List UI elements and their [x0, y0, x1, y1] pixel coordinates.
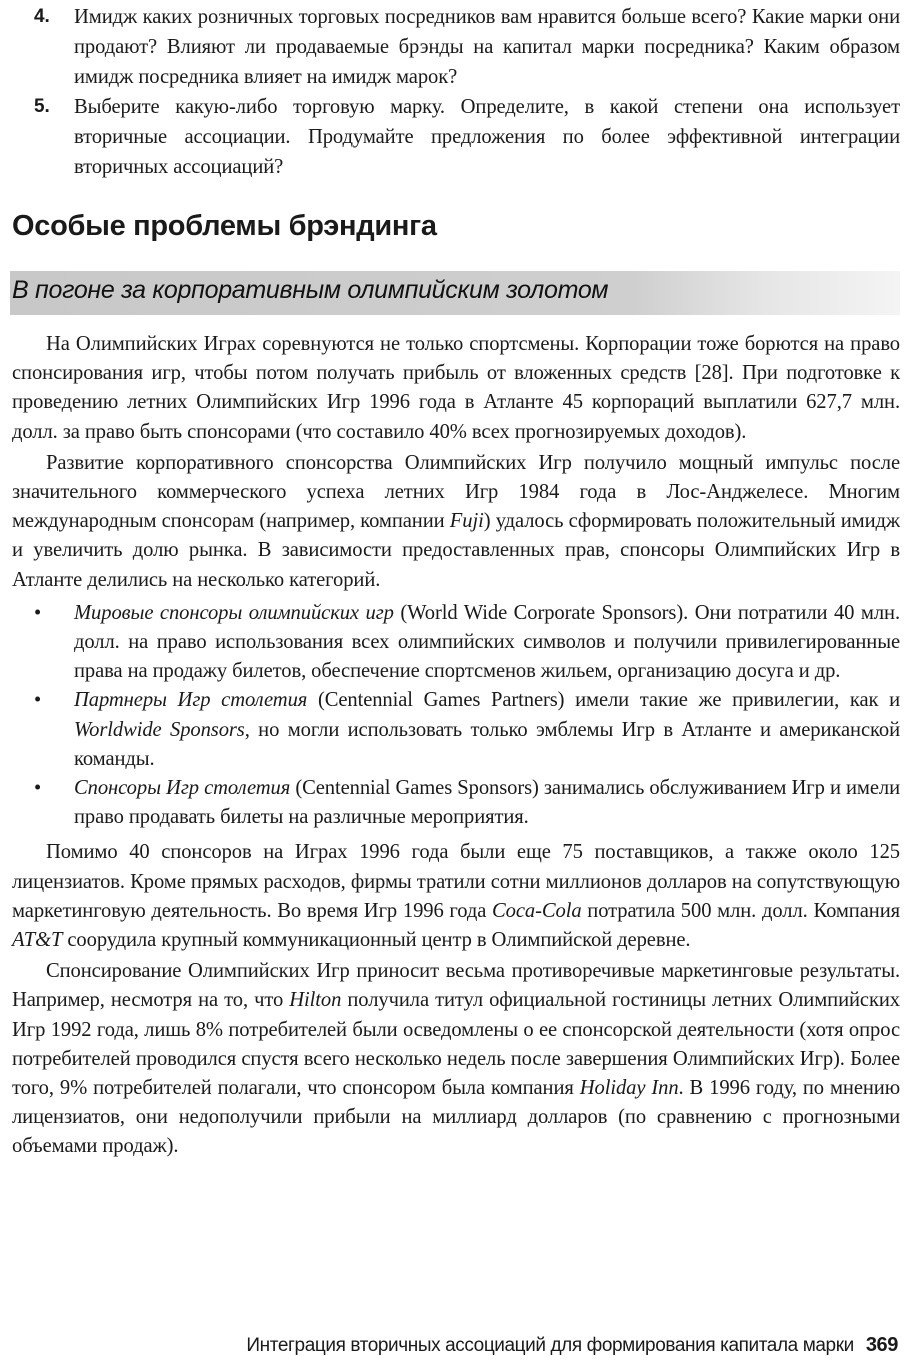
paragraph-3 [12, 838, 900, 955]
page-number: 369 [865, 1334, 898, 1356]
list-item [12, 686, 900, 774]
bullet-icon: • [34, 601, 42, 624]
category-text: , но могли использовать только эмблемы Игр в Атланте и американской команды. [74, 718, 900, 770]
question-number: 4. [34, 6, 50, 27]
review-questions [34, 2, 900, 182]
category-text: (Centennial Games Sponsors) занимались обслуживанием Игр и имели право продавать билеты на различные мероприятия. [74, 777, 901, 829]
running-title: Интеграция вторичных ассоциаций для формирования капитала марки [246, 1335, 854, 1356]
subsection-title: В погоне за корпоративным олимпийским золотом [12, 276, 609, 304]
sponsor-categories-list [12, 599, 900, 833]
bullet-icon: • [34, 689, 42, 712]
category-term: Спонсоры Игр столетия [74, 777, 291, 800]
question-text: Выберите какую-либо торговую марку. Определите, в какой степени она использует вторичные ассоциации. Продумайте предложения по более эффективной интеграции вторичных ассоциаций? [74, 96, 900, 178]
question-item [34, 2, 900, 92]
category-term: Мировые спонсоры олимпийских игр [74, 601, 394, 624]
paragraph-text: Спонсирование Олимпийских Игр приносит весьма противоречивые маркетинговые результаты. Например, несмотря на то, что [12, 960, 900, 1012]
paragraph-text: ) удалось сформировать положительный имидж и увеличить долю рынка. В зависимости предоставленных прав, спонсоры Олимпийских Игр в Атланте делились на несколько категорий. [12, 510, 901, 591]
paragraph-2 [12, 449, 900, 595]
category-term: Партнеры Игр столетия [74, 689, 308, 712]
question-text: Имидж каких розничных торговых посредников вам нравится больше всего? Какие марки они продают? Влияют ли продаваемые брэнды на капитал марки посредника? Каким образом имидж посредника влияет на имидж марок? [74, 6, 900, 88]
paragraph-text: . В 1996 году, по мнению лицензиатов, они недополучили прибыли на миллиард долларов (по сравнению с прогнозными объемами продаж). [12, 1077, 900, 1158]
bullet-icon: • [34, 777, 42, 800]
page-footer [12, 1334, 898, 1357]
paragraph-text: Помимо 40 спонсоров на Играх 1996 года были еще 75 поставщиков, а также около 125 лицензиатов. Кроме прямых расходов, фирмы тратили сотни миллионов долларов на сопутствующую маркетинговую деятельность. Во время Игр 1996 года [12, 841, 900, 922]
paragraph-1: На Олимпийских Играх соревнуются не только спортсмены. Корпорации тоже борются на право спонсирования игр, чтобы потом получать прибыль от вложенных средств [28]. При подготовке к проведению летних Олимпийских Игр 1996 года в Атланте 45 корпораций выплатили 627,7 млн. долл. за право быть спонсорами (что составило 40% всех прогнозируемых доходов). [12, 333, 900, 443]
list-item [12, 599, 900, 687]
paragraph-text: Развитие корпоративного спонсорства Олимпийских Игр получило мощный импульс после значительного коммерческого успеха летних Игр 1984 года в Лос-Анджелесе. Многим международным спонсорам (например, компании [12, 451, 900, 533]
category-text: (World Wide Corporate Sponsors). Они потратили 40 млн. долл. на право использования всех олимпийских символов и получили привилегированные права на продажу билетов, обеспечение спортсменов жильем, организацию досуга и др. [74, 601, 900, 683]
brand-name: Holiday Inn [579, 1077, 679, 1100]
question-number: 5. [34, 96, 50, 117]
category-text: (Centennial Games Partners) имели такие же привилегии, как и [307, 689, 900, 712]
article-body [12, 330, 900, 1164]
paragraph-4 [12, 957, 900, 1161]
list-item [12, 774, 900, 832]
brand-name: Hilton [289, 989, 342, 1012]
category-term-secondary: Worldwide Sponsors [74, 718, 245, 741]
paragraph-text: потратила 500 млн. долл. Компания [581, 899, 900, 922]
brand-name: Coca-Cola [492, 899, 582, 922]
question-item [34, 92, 900, 182]
section-title: Особые проблемы брэндинга [12, 210, 437, 242]
paragraph-text: соорудила крупный коммуникационный центр в Олимпийской деревне. [62, 929, 691, 952]
brand-name: Fuji [449, 510, 484, 533]
paragraph-text: получила титул официальной гостиницы летних Олимпийских Игр 1992 года, лишь 8% потребителей были осведомлены о ее спонсорской деятельности (хотя опрос потребителей проводился спустя всего несколько недель после завершения Олимпийских Игр). Более того, 9% потребителей полагали, что спонсором была компания [12, 989, 900, 1100]
brand-name: AT&T [12, 929, 63, 952]
